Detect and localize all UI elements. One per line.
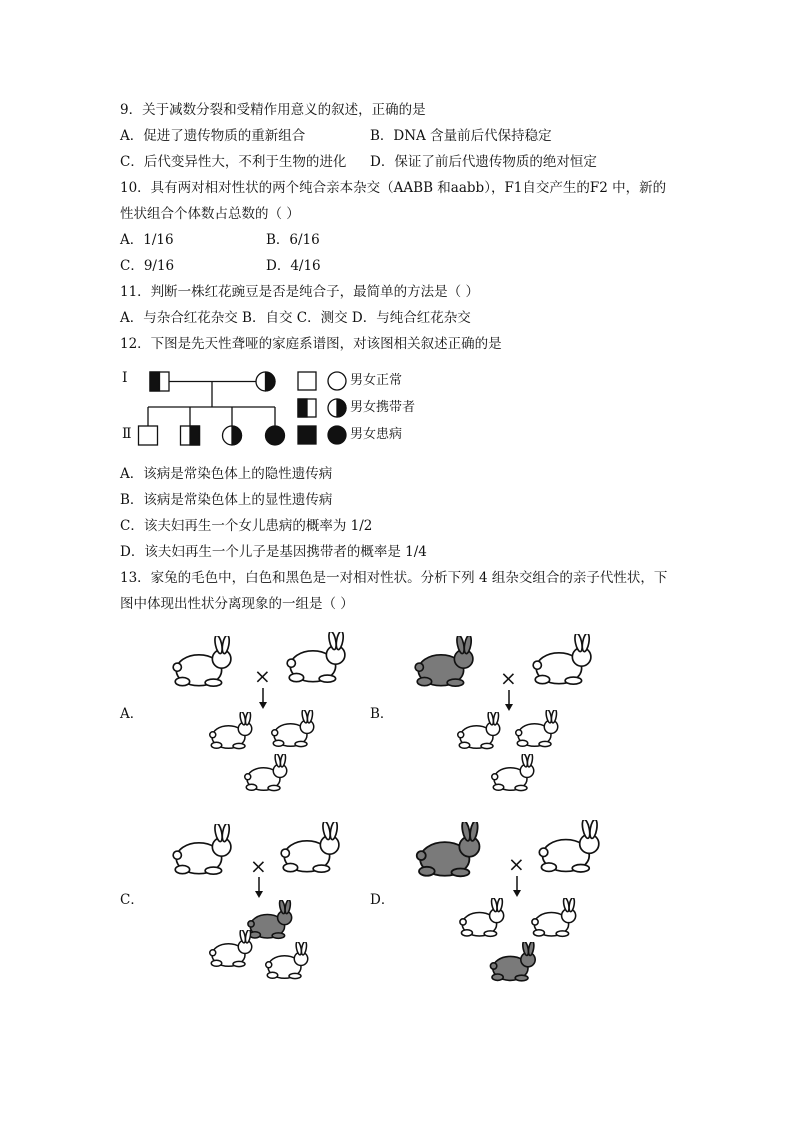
- q9-option-d: D．保证了前后代遗传物质的绝对恒定: [370, 154, 597, 170]
- q12-option-a: A．该病是常染色体上的隐性遗传病: [120, 466, 333, 482]
- q9-stem: 9．关于减数分裂和受精作用意义的叙述，正确的是: [120, 102, 426, 118]
- group-a-offspring-white-rabbit-icon: [206, 712, 254, 750]
- group-c-offspring-white-rabbit-icon: [206, 930, 254, 968]
- legend-carrier-label: 男女携带者: [350, 400, 416, 415]
- group-d-arrow-icon: [512, 876, 522, 898]
- q11-options: A．与杂合红花杂交 B．自交 C．测交 D．与纯合红花杂交: [120, 310, 471, 326]
- group-b-offspring-white-rabbit-3-icon: [488, 754, 536, 792]
- group-d-cross-icon: ×: [508, 852, 525, 876]
- group-a-parent-white-rabbit-2-icon: [282, 632, 348, 684]
- group-b-parent-black-rabbit-icon: [410, 636, 476, 688]
- q13-option-d-label: D．: [370, 892, 395, 908]
- group-c-parent-white-rabbit-icon: [168, 824, 234, 876]
- group-a-parent-white-rabbit-icon: [168, 636, 234, 688]
- gen2-carrier-female: [223, 426, 242, 445]
- q10-option-b: B．6/16: [266, 232, 320, 248]
- gen2-affected-female: [266, 426, 285, 445]
- group-c-parent-white-rabbit-2-icon: [276, 822, 342, 874]
- group-b-offspring-white-rabbit-icon: [454, 712, 502, 750]
- group-b-parent-white-rabbit-icon: [528, 634, 594, 686]
- group-b-offspring-white-rabbit-2-icon: [512, 710, 560, 748]
- q12-stem: 12．下图是先天性聋哑的家庭系谱图，对该图相关叙述正确的是: [120, 336, 502, 352]
- group-d-parent-white-rabbit-icon: [534, 820, 602, 874]
- q9-option-b: B．DNA 含量前后代保持稳定: [370, 128, 552, 144]
- group-a-offspring-white-rabbit-3-icon: [241, 754, 289, 792]
- group-b-arrow-icon: [504, 690, 514, 712]
- group-d-offspring-black-rabbit-icon: [486, 942, 538, 982]
- q13-option-c-label: C．: [120, 892, 144, 908]
- group-c-offspring-white-rabbit-2-icon: [262, 942, 310, 980]
- gen2-normal-male: [139, 426, 158, 445]
- pedigree-generation-1-label: Ⅰ: [122, 370, 128, 386]
- q10-stem-line2: 性状组合个体数占总数的（ ）: [120, 206, 300, 222]
- group-a-offspring-white-rabbit-2-icon: [268, 710, 316, 748]
- gen2-carrier-male: [181, 426, 200, 445]
- q10-option-a: A．1/16: [120, 232, 174, 248]
- q13-stem-line2: 图中体现出性状分离现象的一组是（ ）: [120, 596, 354, 612]
- legend-carrier-female-icon: [328, 399, 346, 417]
- q13-stem-line1: 13．家兔的毛色中，白色和黑色是一对相对性状。分析下列 4 组杂交组合的亲子代性状，下: [120, 570, 668, 586]
- legend-normal-label: 男女正常: [350, 373, 403, 388]
- q13-option-a-label: A．: [120, 706, 144, 722]
- legend-normal-male-icon: [298, 372, 316, 390]
- legend-affected-male-icon: [298, 426, 316, 444]
- group-d-offspring-white-rabbit-icon: [456, 898, 506, 938]
- q9-option-a: A．促进了遗传物质的重新组合: [120, 128, 306, 144]
- q10-option-d: D．4/16: [266, 258, 321, 274]
- q13-option-b-label: B．: [370, 706, 394, 722]
- group-a-cross-icon: ×: [254, 664, 271, 688]
- group-c-cross-icon: ×: [250, 854, 267, 878]
- q10-option-c: C．9/16: [120, 258, 175, 274]
- group-d-parent-black-rabbit-icon: [410, 822, 484, 878]
- legend-affected-label: 男女患病: [350, 427, 403, 442]
- group-c-arrow-icon: [254, 877, 264, 899]
- q12-option-c: C．该夫妇再生一个女儿患病的概率为 1/2: [120, 518, 373, 534]
- pedigree-generation-2-label: Ⅱ: [122, 426, 132, 442]
- q9-option-c: C．后代变异性大，不利于生物的进化: [120, 154, 347, 170]
- group-a-arrow-icon: [258, 688, 268, 710]
- legend-affected-female-icon: [328, 426, 346, 444]
- q11-stem: 11．判断一株红花豌豆是否是纯合子，最简单的方法是（ ）: [120, 284, 479, 300]
- gen1-carrier-male: [150, 372, 169, 391]
- gen1-carrier-female: [256, 372, 275, 391]
- q12-option-d: D．该夫妇再生一个儿子是基因携带者的概率是 1/4: [120, 544, 427, 560]
- q10-stem-line1: 10．具有两对相对性状的两个纯合亲本杂交（AABB 和aabb），F1自交产生的F2 中，新的: [120, 180, 667, 196]
- group-b-cross-icon: ×: [500, 666, 517, 690]
- legend-normal-female-icon: [328, 372, 346, 390]
- q12-option-b: B．该病是常染色体上的显性遗传病: [120, 492, 333, 508]
- legend-carrier-male-icon: [298, 399, 316, 417]
- group-d-offspring-white-rabbit-2-icon: [528, 898, 578, 938]
